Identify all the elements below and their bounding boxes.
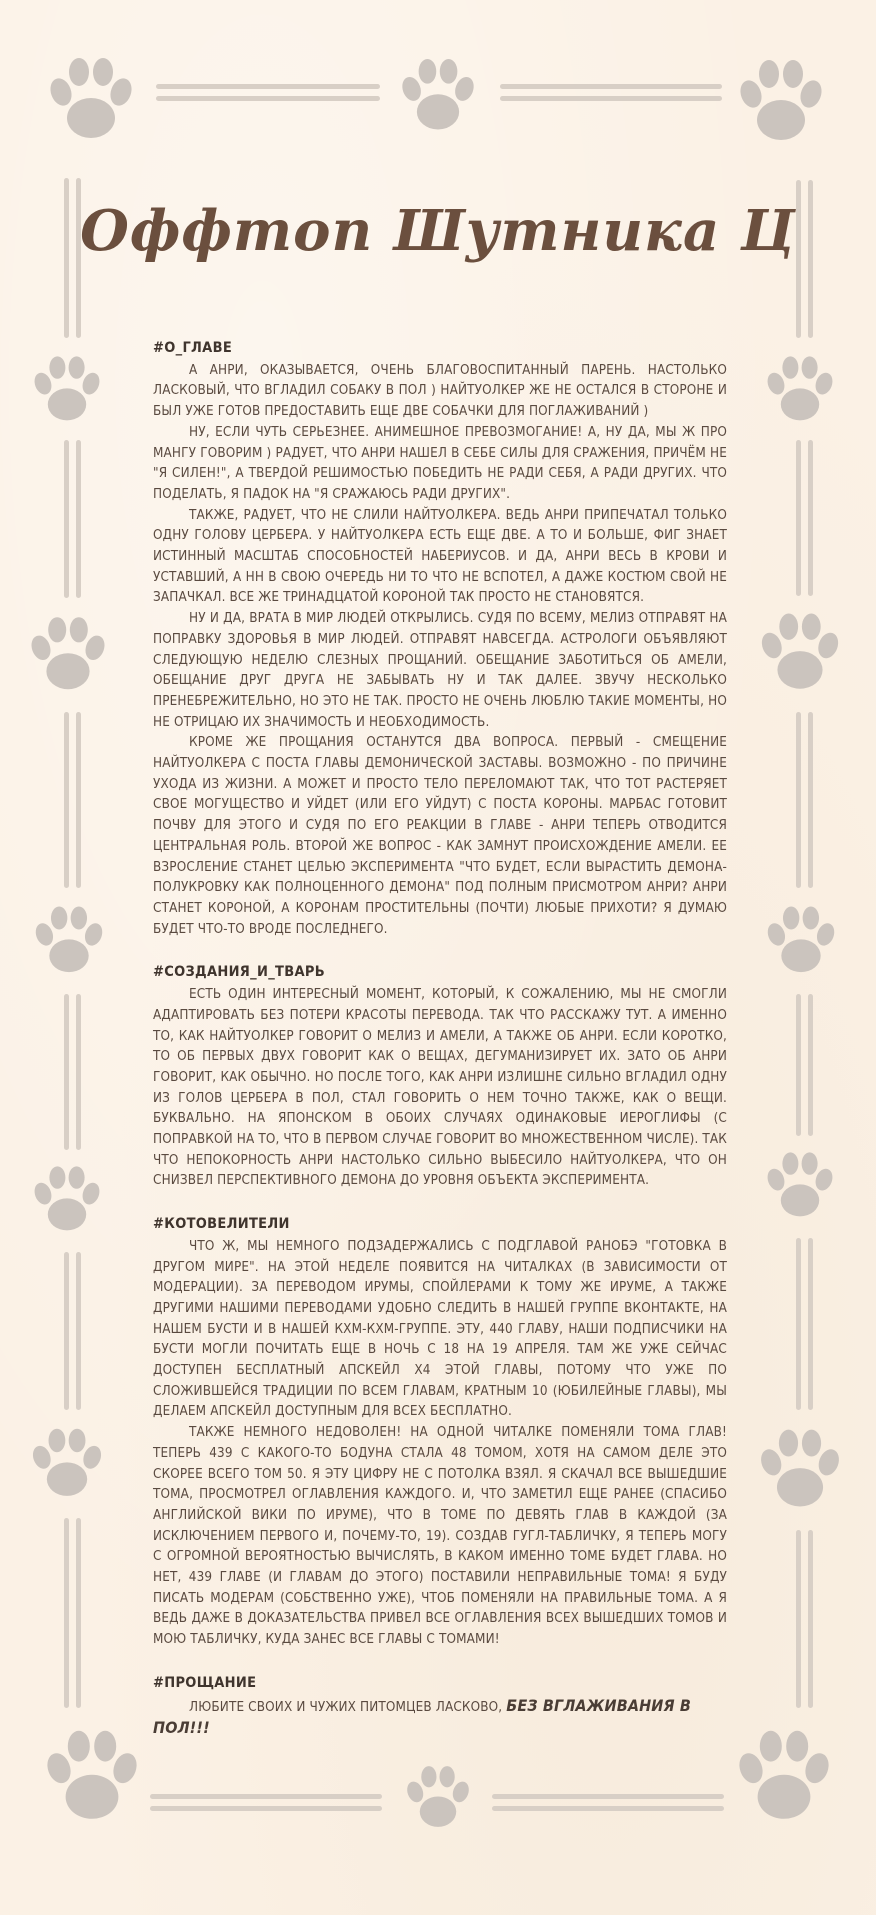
section-creations: [153, 962, 727, 1192]
farewell-line: [153, 1696, 727, 1741]
paw-icon: [24, 350, 110, 430]
paragraph: КРОМЕ ЖЕ ПРОЩАНИЯ ОСТАНУТСЯ ДВА ВОПРОСА. ПЕРВЫЙ - СМЕЩЕНИЕ НАЙТУОЛКЕРА С ПОСТА ГЛАВЫ ДЕМОНИЧЕСКОЙ ЗАСТАВЫ. ВОЗМОЖНО - ПО ПРИЧИНЕ УХОДА ИЗ ЖИЗНИ. А МОЖЕТ И ПРОСТО ТЕЛО ПЕРЕЛОМАЮТ ТАК, ЧТО ТОТ РАСТЕРЯЕТ СВОЕ МОГУЩЕСТВО И УЙДЕТ (ИЛИ ЕГО УЙДУТ) С ПОСТА КОРОНЫ. МАРБАС ГОТОВИТ ПОЧВУ ДЛЯ ЭТОГО И СУДЯ ПО ЕГО РЕАКЦИИ В ГЛАВЕ - АНРИ ТЕПЕРЬ ОТВОДИТСЯ ЦЕНТРАЛЬНАЯ РОЛЬ. ВТОРОЙ ЖЕ ВОПРОС - КАК ЗАМНУТ ПРОИСХОЖДЕНИЕ АМЕЛИ. ЕЕ ВЗРОСЛЕНИЕ СТАНЕТ ЦЕЛЬЮ ЭКСПЕРИМЕНТА "ЧТО БУДЕТ, ЕСЛИ ВЫРАСТИТЬ ДЕМОНА-ПОЛУКРОВКУ КАК ПОЛНОЦЕННОГО ДЕМОНА" ПОД ПОЛНЫМ ПРИСМОТРОМ АНРИ? АНРИ СТАНЕТ КОРОНОЙ, А КОРОНАМ ПРОСТИТЕЛЬНЫ (ПОЧТИ) ЛЮБЫЕ ПРИХОТИ? Я ДУМАЮ БУДЕТ ЧТО-ТО ВРОДЕ ПОСЛЕДНЕГО.: [153, 735, 727, 937]
paw-icon: [36, 1722, 148, 1832]
paragraph: ЕСТЬ ОДИН ИНТЕРЕСНЫЙ МОМЕНТ, КОТОРЫЙ, К СОЖАЛЕНИЮ, МЫ НЕ СМОГЛИ АДАПТИРОВАТЬ БЕЗ ПОТЕРИ КРАСОТЫ ПЕРЕВОДА. ТАК ЧТО РАССКАЖУ ТУТ. А ИМЕННО ТО, КАК НАЙТУОЛКЕР ГОВОРИТ О МЕЛИЗ И АМЕЛИ, А ТАКЖЕ ОБ АНРИ. ЕСЛИ КОРОТКО, ТО ОБ ПЕРВЫХ ДВУХ ГОВОРИТ КАК О ВЕЩАХ, ДЕГУМАНИЗИРУЕТ ИХ. ЗАТО ОБ АНРИ ГОВОРИТ, КАК ОБЫЧНО. НО ПОСЛЕ ТОГО, КАК АНРИ ИЗЛИШНЕ СИЛЬНО ВГЛАДИЛ ОДНУ ИЗ ГОЛОВ ЦЕРБЕРА В ПОЛ, СТАЛ ГОВОРИТЬ О НЕМ ТОЧНО ТАКЖЕ, КАК О ВЕЩИ. БУКВАЛЬНО. НА ЯПОНСКОМ В ОБОИХ СЛУЧАЯХ ОДИНАКОВЫЕ ИЕРОГЛИФЫ (С ПОПРАВКОЙ НА ТО, ЧТО В ПЕРВОМ СЛУЧАЕ ГОВОРИТ ВО МНОЖЕСТВЕННОМ ЧИСЛЕ). ТАК ЧТО НЕПОКОРНОСТЬ АНРИ НАСТОЛЬКО СИЛЬНО ВЫБЕСИЛО НАЙТУОЛКЕРА, ЧТО ОН СНИЗВЕЛ ПЕРСПЕКТИВНОГО ДЕМОНА ДО УРОВНЯ ОБЪЕКТА ЭКСПЕРИМЕНТА.: [153, 987, 727, 1189]
page-title: Оффтоп Шутника Ц: [80, 198, 796, 264]
article-body: [153, 338, 727, 1741]
border-line: [796, 994, 801, 1136]
paragraph: НУ И ДА, ВРАТА В МИР ЛЮДЕЙ ОТКРЫЛИСЬ. СУДЯ ПО ВСЕМУ, МЕЛИЗ ОТПРАВЯТ НА ПОПРАВКУ ЗДОРОВЬЯ В МИР ЛЮДЕЙ. ОТПРАВЯТ НАВСЕГДА. АСТРОЛОГИ ОБЪЯВЛЯЮТ СЛЕДУЮЩУЮ НЕДЕЛЮ СЛЕЗНЫХ ПРОЩАНИЙ. ОБЕЩАНИЕ ЗАБОТИТЬСЯ ОБ АМЕЛИ, ОБЕЩАНИЕ ДРУГ ДРУГА НЕ ЗАБЫВАТЬ НУ И ТАК ДАЛЕЕ. ЗВУЧУ НЕСКОЛЬКО ПРЕНЕБРЕЖИТЕЛЬНО, НО ЭТО НЕ ТАК. ПРОСТО НЕ ОЧЕНЬ ЛЮБЛЮ ТАКИЕ МОМЕНТЫ, НО НЕ ОТРИЦАЮ ИХ ЗНАЧИМОСТЬ И НЕОБХОДИМОСТЬ.: [153, 611, 727, 730]
paw-icon: [758, 900, 844, 982]
section-farewell: [153, 1673, 727, 1741]
paragraph: НУ, ЕСЛИ ЧУТЬ СЕРЬЕЗНЕЕ. АНИМЕШНОЕ ПРЕВОЗМОГАНИЕ! А, НУ ДА, МЫ Ж ПРО МАНГУ ГОВОРИМ ) РАДУЕТ, ЧТО АНРИ НАШЕЛ В СЕБЕ СИЛЫ ДЛЯ СРАЖЕНИЯ, ПРИЧЁМ НЕ "Я СИЛЕН!", А ТВЕРДОЙ РЕШИМОСТЬЮ ПОБЕДИТЬ НЕ РАДИ СЕБЯ, А РАДИ ДРУГИХ. ЧТО ПОДЕЛАТЬ, Я ПАДОК НА "Я СРАЖАЮСЬ РАДИ ДРУГИХ".: [153, 424, 727, 502]
border-line: [64, 712, 69, 888]
section-heading: #СОЗДАНИЯ_И_ТВАРЬ: [153, 964, 325, 981]
paw-icon: [22, 610, 114, 700]
paw-icon: [36, 50, 146, 150]
border-line: [156, 84, 380, 89]
border-line: [64, 994, 69, 1150]
border-line: [796, 1238, 801, 1410]
section-heading: #ПРОЩАНИЕ: [153, 1674, 257, 1691]
paw-icon: [758, 1146, 842, 1226]
section-cat-lords: [153, 1214, 727, 1651]
border-line: [500, 84, 722, 89]
paw-icon: [392, 52, 484, 140]
border-line: [796, 712, 801, 888]
paw-icon: [758, 350, 842, 430]
border-line: [64, 1252, 69, 1410]
paragraph: ТАКЖЕ НЕМНОГО НЕДОВОЛЕН! НА ОДНОЙ ЧИТАЛКЕ ПОМЕНЯЛИ ТОМА ГЛАВ! ТЕПЕРЬ 439 С КАКОГО-ТО БОДУНА СТАЛА 48 ТОМОМ, ХОТЯ НА САМОМ ДЕЛЕ ЭТО СКОРЕЕ ВСЕГО ТОМ 50. Я ЭТУ ЦИФРУ НЕ С ПОТОЛКА ВЗЯЛ. Я СКАЧАЛ ВСЕ ВЫШЕДШИЕ ТОМА, ПРОСМОТРЕЛ ОГЛАВЛЕНИЯ КАЖДОГО. И, ЧТО ЗАМЕТИЛ ЕЩЕ РАНЕЕ (СПАСИБО АНГЛИЙСКОЙ ВИКИ ПО ИРУМЕ), ЧТО В ТОМЕ ПО ДЕВЯТЬ ГЛАВ В КАЖДОЙ (ЗА ИСКЛЮЧЕНИЕМ ПЕРВОГО И, ПОЧЕМУ-ТО, 19). СОЗДАВ ГУГЛ-ТАБЛИЧКУ, Я ТЕПЕРЬ МОГУ С ОГРОМНОЙ ВЕРОЯТНОСТЬЮ ВЫЧИСЛЯТЬ, В КАКОМ ИМЕННО ТОМЕ БУДЕТ ГЛАВА. НО НЕТ, 439 ГЛАВЕ (И ГЛАВАМ ДО ЭТОГО) ПОСТАВИЛИ НЕПРАВИЛЬНЫЕ ТОМА! Я БУДУ ПИСАТЬ МОДЕРАМ (СОБСТВЕННО УЖЕ), ЧТОБ ПОМЕНЯЛИ НА ПРАВИЛЬНЫЕ ТОМА. А Я ВЕДЬ ДАЖЕ В ДОКАЗАТЕЛЬСТВА ПРИВЕЛ ВСЕ ОГЛАВЛЕНИЯ ВСЕХ ВЫШЕДШИХ ТОМОВ И МОЮ ТАБЛИЧКУ, КУДА ЗАНЕС ВСЕ ГЛАВЫ С ТОМАМИ!: [153, 1425, 727, 1648]
border-line: [492, 1806, 724, 1811]
border-line: [64, 1518, 69, 1708]
border-line: [150, 1794, 382, 1799]
paw-icon: [400, 1760, 476, 1836]
border-line: [76, 712, 81, 888]
border-line: [808, 712, 813, 888]
border-line: [808, 1530, 813, 1708]
section-heading: #О_ГЛАВЕ: [153, 340, 233, 356]
paw-icon: [26, 900, 112, 982]
border-line: [76, 1252, 81, 1410]
border-line: [500, 96, 722, 101]
border-line: [76, 994, 81, 1150]
paw-icon: [750, 606, 850, 700]
border-line: [76, 1518, 81, 1708]
farewell-emphasis: БЕЗ ВГЛАЖИВАНИЯ В ПОЛ!!!: [153, 1695, 692, 1738]
border-line: [156, 96, 380, 101]
paw-icon: [750, 1422, 850, 1518]
paragraph: ЧТО Ж, МЫ НЕМНОГО ПОДЗАДЕРЖАЛИСЬ С ПОДГЛАВОЙ РАНОБЭ "ГОТОВКА В ДРУГОМ МИРЕ". НА ЭТОЙ НЕДЕЛЕ ПОЯВИТСЯ НА ЧИТАЛКАХ (В ЗАВИСИМОСТИ ОТ МОДЕРАЦИИ). ЗА ПЕРЕВОДОМ ИРУМЫ, СПОЙЛЕРАМИ К ТОМУ ЖЕ ИРУМЕ, А ТАКЖЕ ДРУГИМИ НАШИМИ ПЕРЕВОДАМИ УДОБНО СЛЕДИТЬ В НАШЕЙ ГРУППЕ ВКОНТАКТЕ, НА НАШЕМ БУСТИ И В НАШЕЙ КХМ-КХМ-ГРУППЕ. ЭТУ, 440 ГЛАВУ, НАШИ ПОДПИСЧИКИ НА БУСТИ МОГЛИ ПОЧИТАТЬ ЕЩЕ В НОЧЬ С 18 НА 19 АПРЕЛЯ. ТАМ ЖЕ УЖЕ СЕЙЧАС ДОСТУПЕН БЕСПЛАТНЫЙ АПСКЕЙЛ Х4 ЭТОЙ ГЛАВЫ, ПОТОМУ ЧТО УЖЕ ПО СЛОЖИВШЕЙСЯ ТРАДИЦИИ ПО ВСЕМ ГЛАВАМ, КРАТНЫМ 10 (ЮБИЛЕЙНЫЕ ГЛАВЫ), МЫ ДЕЛАЕМ АПСКЕЙЛ ДОСТУПНЫМ ДЛЯ ВСЕХ БЕСПЛАТНО.: [153, 1238, 727, 1420]
section-heading: #КОТОВЕЛИТЕЛИ: [153, 1216, 290, 1233]
paragraph: ТАКЖЕ, РАДУЕТ, ЧТО НЕ СЛИЛИ НАЙТУОЛКЕРА. ВЕДЬ АНРИ ПРИПЕЧАТАЛ ТОЛЬКО ОДНУ ГОЛОВУ ЦЕРБЕРА. У НАЙТУОЛКЕРА ЕСТЬ ЕЩЕ ДВЕ. А ТО И БОЛЬШЕ, ФИГ ЗНАЕТ ИСТИННЫЙ МАСШТАБ СПОСОБНОСТЕЙ НАБЕРИУСОВ. И ДА, АНРИ ВЕСЬ В КРОВИ И УСТАВШИЙ, А НН В СВОЮ ОЧЕРЕДЬ НИ ТО ЧТО НЕ ВСПОТЕЛ, А ДАЖЕ КОСТЮМ СВОЙ НЕ ЗАПАЧКАЛ. ВСЕ ЖЕ ТРИНАДЦАТОЙ КОРОНОЙ ТАК ПРОСТО НЕ СТАНОВЯТСЯ.: [153, 507, 727, 606]
border-line: [150, 1806, 382, 1811]
paragraph: А АНРИ, ОКАЗЫВАЕТСЯ, ОЧЕНЬ БЛАГОВОСПИТАННЫЙ ПАРЕНЬ. НАСТОЛЬКО ЛАСКОВЫЙ, ЧТО ВГЛАДИЛ СОБАКУ В ПОЛ ) НАЙТУОЛКЕР ЖЕ НЕ ОСТАЛСЯ В СТОРОНЕ И БЫЛ УЖЕ ГОТОВ ПРЕДОСТАВИТЬ ЕЩЕ ДВЕ СОБАЧКИ ДЛЯ ПОГЛАЖИВАНИЙ ): [153, 362, 727, 420]
section-about-chapter: [153, 338, 727, 940]
paw-icon: [24, 1422, 110, 1506]
border-line: [808, 1238, 813, 1410]
border-line: [492, 1794, 724, 1799]
border-line: [796, 1530, 801, 1708]
farewell-text: ЛЮБИТЕ СВОИХ И ЧУЖИХ ПИТОМЦЕВ ЛАСКОВО,: [189, 1699, 503, 1715]
border-line: [76, 440, 81, 598]
paw-icon: [726, 52, 836, 152]
paw-icon: [728, 1722, 840, 1832]
border-line: [64, 440, 69, 598]
border-line: [808, 440, 813, 596]
paw-icon: [22, 1160, 112, 1240]
border-line: [796, 440, 801, 596]
border-line: [808, 994, 813, 1136]
